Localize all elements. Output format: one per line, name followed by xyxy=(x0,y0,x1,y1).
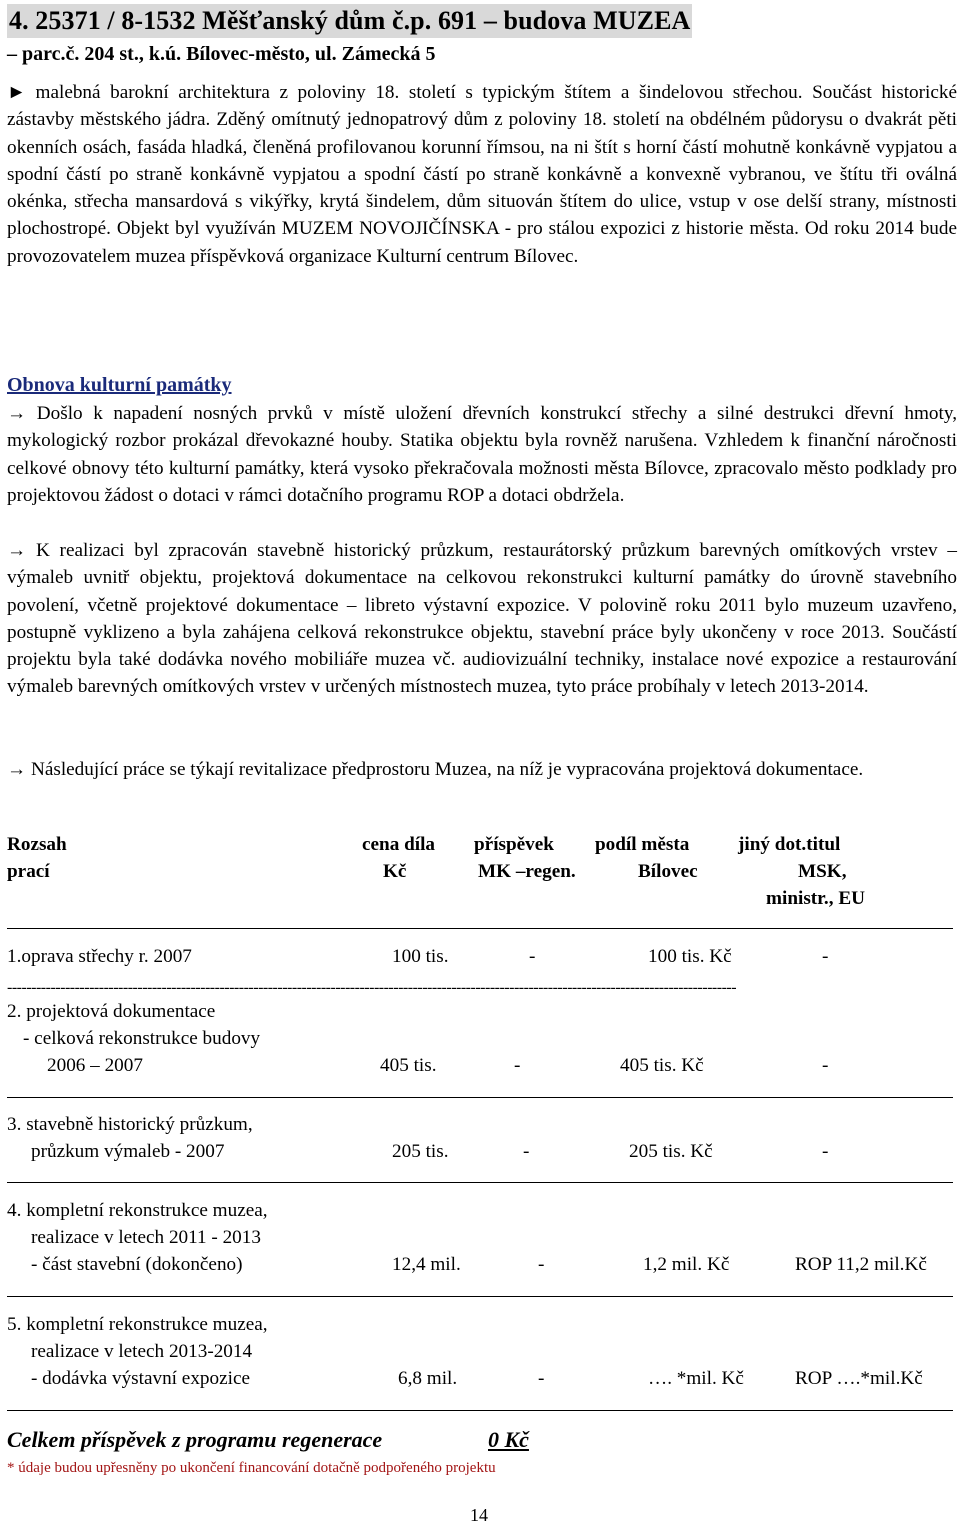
header-col4-line2: Bílovec xyxy=(638,861,698,882)
header-col2-line2: Kč xyxy=(383,861,407,882)
row4-prispevek: - xyxy=(538,1254,545,1275)
row4-cena: 12,4 mil. xyxy=(392,1254,461,1275)
row4-desc-line1: 4. kompletní rekonstrukce muzea, xyxy=(7,1200,268,1221)
row5-desc-line3: - dodávka výstavní expozice xyxy=(31,1368,250,1389)
intro-paragraph: ► malebná barokní architektura z poloviny 18. století s typickým štítem a šindelovou střechou. Součást historické zástavby městského jádra. Zděný omítnutý jednopatrový dům z poloviny 18. století na obdélném půdorysu o dvakrát pěti okenních osách, fasáda hladká, členěná profilovanou korunní římsou, na ni štít s horní částí mohutně konkávně vypjatou a spodní částí po straně konkávně vypjatou a spodní částí po straně konkávně a konvexně vybranou, ve štítu tři oválná okénka, střecha mansardová s vikýřky, krytá šindelem, dům situován štítem do ulice, vstup v ose delší strany, místnosti plochostropé. Objekt byl využíván MUZEM NOVOJIČÍNSKA - pro stálou expozici z historie města. Od roku 2014 bude provozovatelem muzea příspěvková organizace Kulturní centrum Bílovec. xyxy=(7,82,957,267)
row3-desc-line1: 3. stavebně historický průzkum, xyxy=(7,1114,253,1135)
row3-cena: 205 tis. xyxy=(392,1141,449,1162)
section-heading: Obnova kulturní památky xyxy=(7,374,232,396)
restoration-paragraph-3: → Následující práce se týkají revitalizace předprostoru Muzea, na níž je vypracována projektová dokumentace. xyxy=(7,759,864,780)
row2-cena: 405 tis. xyxy=(380,1055,437,1076)
row-rule xyxy=(7,1182,953,1183)
row2-podil: 405 tis. Kč xyxy=(620,1055,704,1076)
page-number: 14 xyxy=(470,1505,488,1525)
row2-desc-line2: - celková rekonstrukce budovy xyxy=(23,1028,261,1049)
row5-podil: …. *mil. Kč xyxy=(648,1368,744,1389)
header-col3-line2: MK –regen. xyxy=(478,861,576,882)
row4-desc-line2: realizace v letech 2011 - 2013 xyxy=(31,1227,261,1248)
title-block xyxy=(7,4,692,68)
row4-podil: 1,2 mil. Kč xyxy=(643,1254,730,1275)
row5-desc-line1: 5. kompletní rekonstrukce muzea, xyxy=(7,1314,268,1335)
row5-prispevek: - xyxy=(538,1368,545,1389)
row2-jiny: - xyxy=(822,1055,829,1076)
row-rule xyxy=(7,1097,953,1098)
total-label: Celkem příspěvek z programu regenerace xyxy=(7,1427,383,1452)
row1-cena: 100 tis. xyxy=(392,946,449,967)
row5-jiny: ROP ….*mil.Kč xyxy=(795,1368,923,1389)
row1-podil: 100 tis. Kč xyxy=(648,946,732,967)
restoration-paragraph-1: → Došlo k napadení nosných prvků v místě uložení dřevních konstrukcí střechy a silné destrukci dřevní hmoty, mykologický rozbor prokázal dřevokazné houby. Statika objektu byla rovněž narušena. Vzhledem k finanční náročnosti celkové obnovy této kulturní památky, která vysoko překračovala možnosti města Bílovce, zpracovalo město podklady pro projektovou žádost o dotaci v rámci dotačního programu ROP a dotaci obdržela. xyxy=(7,403,957,506)
header-col4-line1: podíl města xyxy=(595,834,690,855)
header-col1-line1: Rozsah xyxy=(7,834,67,855)
document-subtitle: – parc.č. 204 st., k.ú. Bílovec-město, ul. Zámecká 5 xyxy=(7,43,436,65)
row2-desc-line3: 2006 – 2007 xyxy=(47,1055,143,1076)
row3-jiny: - xyxy=(822,1141,829,1162)
row5-desc-line2: realizace v letech 2013-2014 xyxy=(31,1341,253,1362)
document-title: 4. 25371 / 8-1532 Měšťanský dům č.p. 691 – budova MUZEA xyxy=(7,4,692,38)
row-rule xyxy=(7,1296,953,1297)
header-col3-line1: příspěvek xyxy=(474,834,554,855)
total-value: 0 Kč xyxy=(488,1427,529,1452)
table-bottom-rule xyxy=(7,1410,953,1411)
row1-prispevek: - xyxy=(529,946,536,967)
row1-desc: 1.oprava střechy r. 2007 xyxy=(7,946,192,967)
row2-desc-line1: 2. projektová dokumentace xyxy=(7,1001,216,1022)
restoration-paragraph-2: → K realizaci byl zpracován stavebně historický průzkum, restaurátorský průzkum barevných omítkových vrstev – výmaleb uvnitř objektu, projektová dokumentace na celkovou rekonstrukci kulturní památky do úrovně stavebního povolení, včetně projektové dokumentace – libreto výstavní expozice. V polovině roku 2011 bylo muzeum uzavřeno, postupně vyklizeno a byla zahájena celková rekonstrukce objektu, stavební práce byly ukončeny v roce 2013. Součástí projektu byla také dodávka nového mobiliáře muzea vč. audiovizuální techniky, instalace nové expozice a restaurování výmaleb barevných omítkových vrstev v určených místnostech muzea, tyto práce probíhaly v letech 2013-2014. xyxy=(7,540,957,698)
table-header-rule xyxy=(7,928,953,929)
row4-jiny: ROP 11,2 mil.Kč xyxy=(795,1254,927,1275)
row4-desc-line3: - část stavební (dokončeno) xyxy=(31,1254,243,1275)
row5-cena: 6,8 mil. xyxy=(398,1368,458,1389)
footnote: * údaje budou upřesněny po ukončení financování dotačně podpořeného projektu xyxy=(7,1460,496,1476)
row1-jiny: - xyxy=(822,946,829,967)
row3-prispevek: - xyxy=(523,1141,530,1162)
header-col2-line1: cena díla xyxy=(362,834,436,855)
row2-prispevek: - xyxy=(514,1055,521,1076)
dashed-separator: ------------------------------------------------------------------------------------------------------------------------------------------------------- xyxy=(7,982,737,994)
header-col5-line2: MSK, xyxy=(798,861,847,882)
row3-desc-line2: průzkum výmaleb - 2007 xyxy=(31,1141,225,1162)
header-col5-line3: ministr., EU xyxy=(766,888,865,909)
header-col5-line1: jiný dot.titul xyxy=(738,834,841,855)
row3-podil: 205 tis. Kč xyxy=(629,1141,713,1162)
header-col1-line2: prací xyxy=(7,861,50,882)
